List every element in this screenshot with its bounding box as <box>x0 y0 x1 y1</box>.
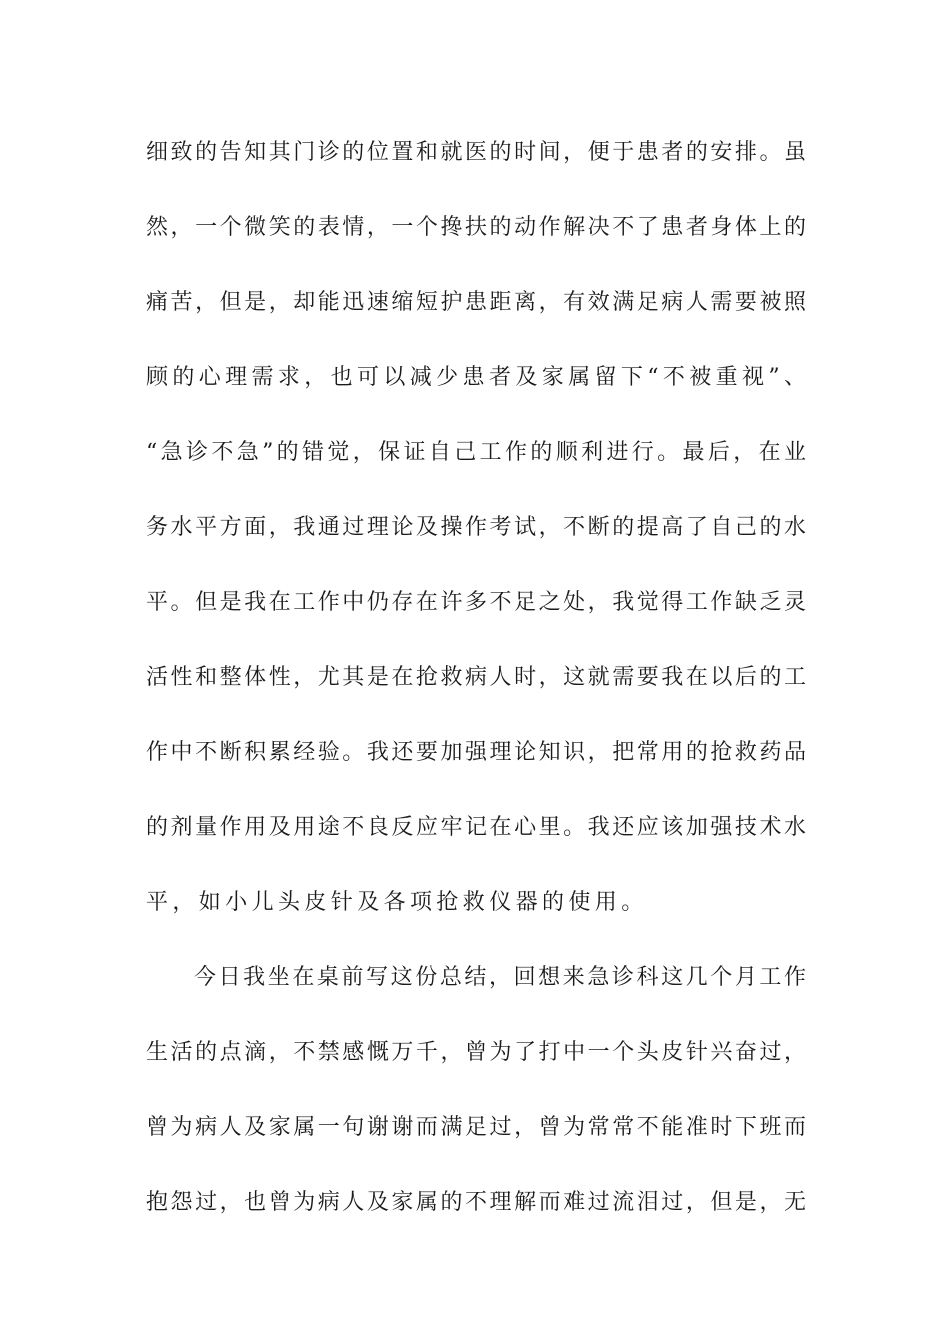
paragraph-2-line-2: 生活的点滴，不禁感慨万千，曾为了打中一个头皮针兴奋过， <box>146 1040 806 1065</box>
text-line-3: 痛苦，但是，却能迅速缩短护患距离，有效满足病人需要被照 <box>146 290 806 315</box>
text-line-7: 平。但是我在工作中仍存在许多不足之处，我觉得工作缺乏灵 <box>146 590 806 615</box>
text-line-1: 细致的告知其门诊的位置和就医的时间，便于患者的安排。虽 <box>146 140 806 165</box>
text-line-6: 务水平方面，我通过理论及操作考试，不断的提高了自己的水 <box>146 515 806 540</box>
text-line-5: “急诊不急”的错觉，保证自己工作的顺利进行。最后，在业 <box>146 440 806 465</box>
text-line-10: 的剂量作用及用途不良反应牢记在心里。我还应该加强技术水 <box>146 815 806 840</box>
text-line-8: 活性和整体性，尤其是在抢救病人时，这就需要我在以后的工 <box>146 665 806 690</box>
body-text <box>146 130 806 1255</box>
text-line-9: 作中不断积累经验。我还要加强理论知识，把常用的抢救药品 <box>146 740 806 765</box>
paragraph-2-line-1: 今日我坐在桌前写这份总结，回想来急诊科这几个月工作 <box>194 965 806 990</box>
paragraph-2-line-3: 曾为病人及家属一句谢谢而满足过，曾为常常不能准时下班而 <box>146 1115 806 1140</box>
text-line-11: 平，如小儿头皮针及各项抢救仪器的使用。 <box>146 890 648 915</box>
paragraph-2-line-4: 抱怨过，也曾为病人及家属的不理解而难过流泪过，但是，无 <box>146 1190 806 1215</box>
text-line-2: 然，一个微笑的表情，一个搀扶的动作解决不了患者身体上的 <box>146 215 806 240</box>
text-line-4: 顾的心理需求，也可以减少患者及家属留下“不被重视”、 <box>146 365 806 390</box>
